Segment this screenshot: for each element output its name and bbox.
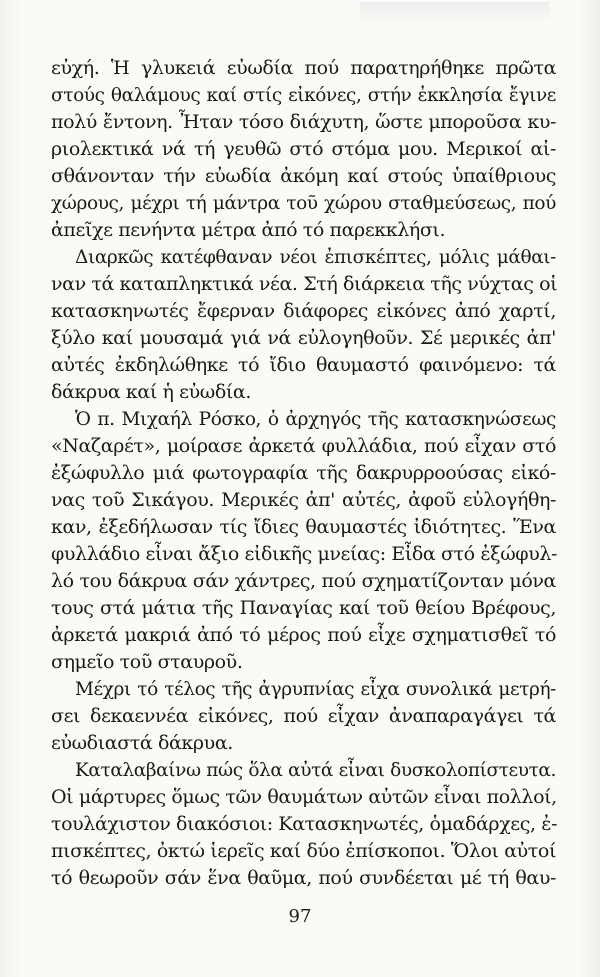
text-line: εὐχή. Ἡ γλυκειά εὐωδία πού παρατηρήθηκε πρῶτα bbox=[51, 57, 556, 79]
text-line: Μέχρι τό τέλος τῆς ἀγρυπνίας εἶχα συνολικά μετρή- bbox=[75, 679, 556, 700]
text-line: τουλάχιστον διακόσιοι: Κατασκηνωτές, ὁμαδάρχες, ἐ- bbox=[51, 813, 558, 835]
text-line: σημεῖο τοῦ σταυροῦ. bbox=[51, 651, 243, 673]
text-line: τό θεωροῦν σάν ἕνα θαῦμα, πού συνδέεται μέ τή θαυ- bbox=[51, 867, 556, 889]
text-line: σθάνονταν τήν εὐωδία ἀκόμη καί στούς ὑπαίθριους bbox=[51, 165, 556, 187]
text-line: ναν τά καταπληκτικά νέα. Στή διάρκεια τῆς νύχτας οἱ bbox=[51, 273, 558, 295]
text-line: πισκέπτες, ὀκτώ ἱερεῖς καί δύο ἐπίσκοποι. Ὅλοι αὐτοί bbox=[51, 840, 556, 862]
text-line: ξύλο καί μουσαμά γιά νά εὐλογηθοῦν. Σέ μερικές ἀπ' bbox=[51, 327, 556, 349]
text-line: Διαρκῶς κατέφθαναν νέοι ἐπισκέπτες, μόλις μάθαι- bbox=[75, 247, 556, 268]
text-line: Καταλαβαίνω πώς ὅλα αὐτά εἶναι δυσκολοπίστευτα. bbox=[75, 760, 556, 781]
page-edge-smudge bbox=[360, 2, 550, 24]
text-line: πολύ ἔντονη. Ἦταν τόσο διάχυτη, ὥστε μποροῦσα κυ- bbox=[51, 111, 556, 133]
text-line: ἀρκετά μακριά ἀπό τό μέρος πού εἶχε σχηματισθεῖ τό bbox=[51, 624, 556, 646]
text-line: χώρους, μέχρι τή μάντρα τοῦ χώρου σταθμεύσεως, πού bbox=[51, 193, 556, 214]
text-line: λό του δάκρυα σάν χάντρες, πού σχηματίζονταν μόνα bbox=[51, 570, 556, 592]
text-line: ἐξώφυλλο μιά φωτογραφία τῆς δακρυρροούσας εἰκό- bbox=[51, 462, 556, 484]
text-line: σει δεκαεννέα εἰκόνες, πού εἶχαν ἀναπαραγάγει τά bbox=[51, 705, 556, 727]
text-line: κατασκηνωτές ἔφερναν διάφορες εἰκόνες ἀπό χαρτί, bbox=[51, 300, 556, 322]
text-line: καν, ἐξεδήλωσαν τίς ἴδιες θαυμαστές ἰδιότητες. Ἕνα bbox=[51, 516, 556, 538]
page-number: 97 bbox=[288, 906, 312, 927]
text-line: Ὁ π. Μιχαήλ Ρόσκο, ὁ ἀρχηγός τῆς κατασκηνώσεως bbox=[75, 409, 556, 430]
text-line: δάκρυα καί ἡ εὐωδία. bbox=[51, 381, 251, 403]
text-line: φυλλάδιο εἶναι ἄξιο εἰδικῆς μνείας: Εἶδα στό ἐξώφυλ- bbox=[51, 543, 558, 565]
text-line: εὐωδιαστά δάκρυα. bbox=[51, 732, 233, 754]
text-line: νας τοῦ Σικάγου. Μερικές ἀπ' αὐτές, ἀφοῦ εὐλογήθη- bbox=[51, 489, 556, 511]
text-line: στούς θαλάμους καί στίς εἰκόνες, στήν ἐκκλησία ἔγινε bbox=[51, 85, 556, 106]
text-line: «Ναζαρέτ», μοίρασε ἀρκετά φυλλάδια, πού εἶχαν στό bbox=[51, 435, 556, 457]
text-line: αὐτές ἐκδηλώθηκε τό ἴδιο θαυμαστό φαινόμενο: τά bbox=[51, 354, 556, 376]
text-line: ριολεκτικά νά τή γευθῶ στό στόμα μου. Μερικοί αἰ- bbox=[51, 138, 556, 160]
text-line: Οἱ μάρτυρες ὅμως τῶν θαυμάτων αὐτῶν εἶναι πολλοί, bbox=[51, 786, 557, 808]
text-line: τους στά μάτια τῆς Παναγίας καί τοῦ θείου Βρέφους, bbox=[51, 597, 556, 619]
text-line: ἀπεῖχε πενήντα μέτρα ἀπό τό παρεκκλήσι. bbox=[51, 219, 446, 241]
